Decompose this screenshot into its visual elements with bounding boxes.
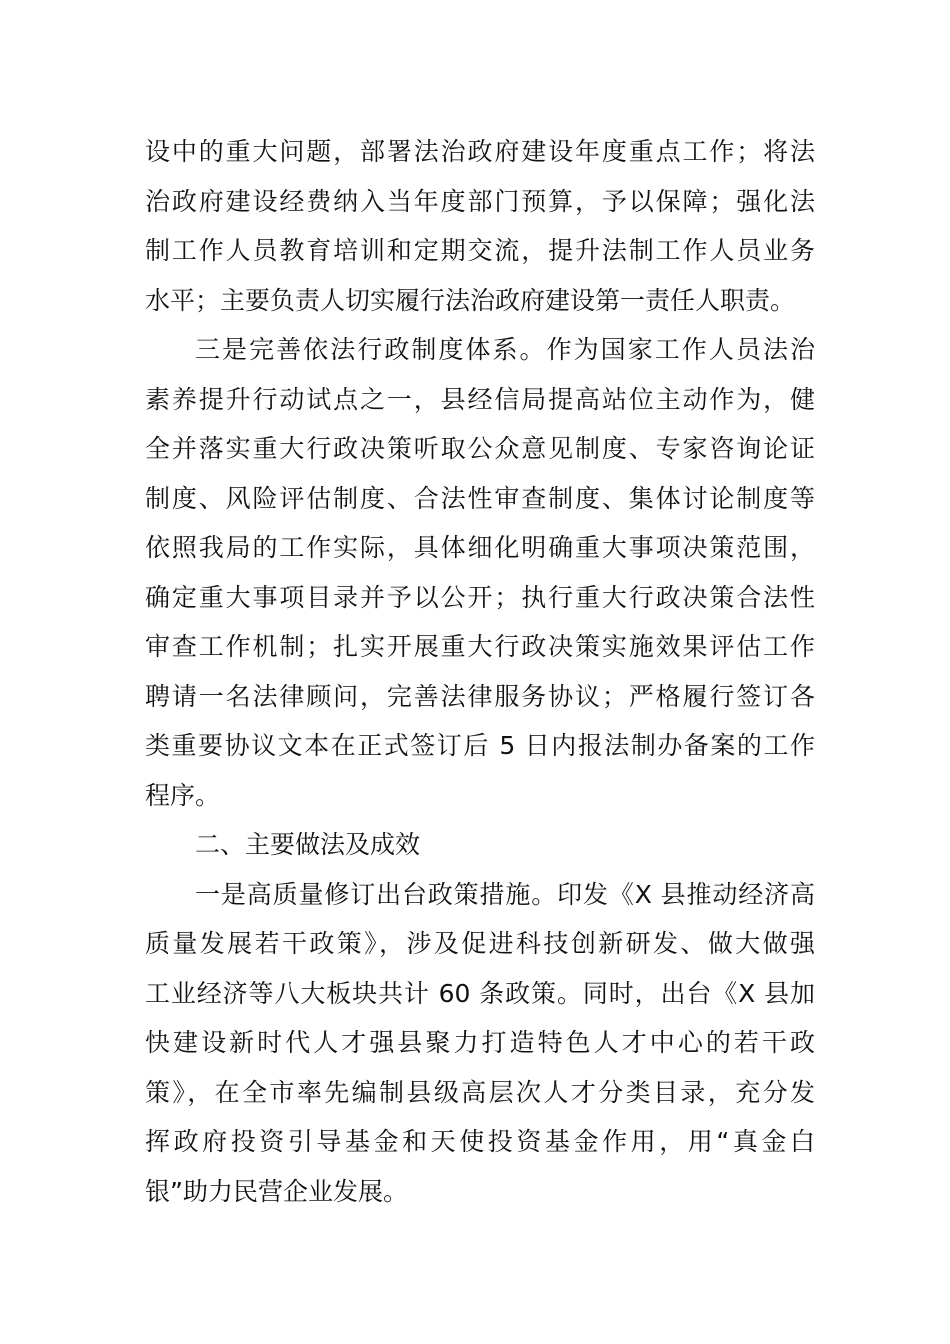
body-text [145,127,815,1216]
text-line: 依照我局的工作实际，具体细化明确重大事项决策范围， [145,533,815,562]
text-line: 一是高质量修订出台政策措施。印发《X 县推动经济高 [195,879,815,909]
text-line: 程序。 [145,780,221,810]
text-line: 设中的重大问题，部署法治政府建设年度重点工作；将法 [145,137,815,166]
text-line: 聘请一名法律顾问，完善法律服务协议；严格履行签订各 [145,681,815,711]
text-line: 全并落实重大行政决策听取公众意见制度、专家咨询论证 [145,434,815,463]
text-line: 挥政府投资引导基金和天使投资基金作用，用“真金白 [145,1127,815,1156]
text-line: 制工作人员教育培训和定期交流，提升法制工作人员业务 [145,236,815,265]
text-line: 质量发展若干政策》，涉及促进科技创新研发、做大做强 [145,929,815,958]
text-line: 治政府建设经费纳入当年度部门预算，予以保障；强化法 [145,186,815,216]
text-line: 水平；主要负责人切实履行法治政府建设第一责任人职责。 [145,285,796,315]
text-line: 二、主要做法及成效 [195,830,421,859]
text-line: 策》，在全市率先编制县级高层次人才分类目录，充分发 [145,1077,815,1107]
text-line: 工业经济等八大板块共计 60 条政策。同时，出台《X 县加 [145,978,815,1008]
text-line: 素养提升行动试点之一，县经信局提高站位主动作为，健 [145,384,815,414]
text-line: 类重要协议文本在正式签订后 5 日内报法制办备案的工作 [145,731,815,760]
text-line: 三是完善依法行政制度体系。作为国家工作人员法治 [195,335,815,364]
text-line: 确定重大事项目录并予以公开；执行重大行政决策合法性 [145,582,815,612]
text-line: 审查工作机制；扎实开展重大行政决策实施效果评估工作 [145,632,815,661]
text-line: 快建设新时代人才强县聚力打造特色人才中心的若干政 [145,1028,815,1057]
text-line: 制度、风险评估制度、合法性审查制度、集体讨论制度等 [145,483,815,513]
text-line: 银”助力民营企业发展。 [145,1176,408,1206]
